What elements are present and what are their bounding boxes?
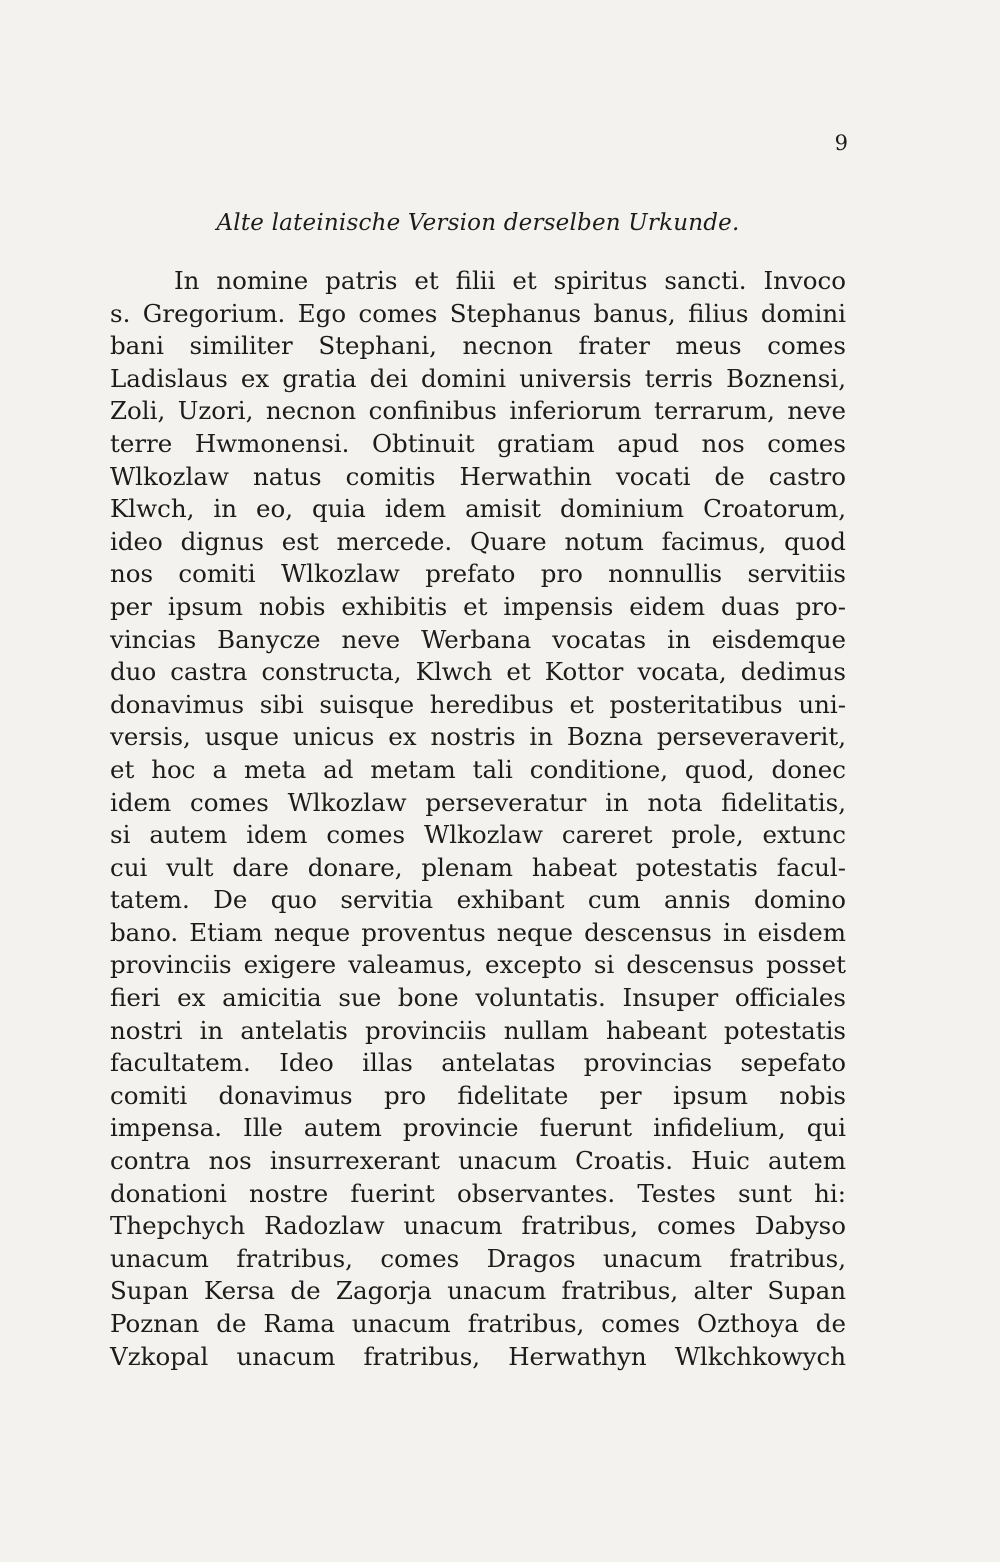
text-line: terre Hwmonensi. Obtinuit gratiam apud nos comes [110,428,846,458]
text-line: nostri in antelatis provinciis nullam habeant potestatis [110,1015,846,1045]
text-line: versis, usque unicus ex nostris in Bozna perseveraverit, [110,722,846,752]
text-line: contra nos insurrexerant unacum Croatis. Huic autem [110,1146,846,1176]
text-line: fieri ex amicitia sue bone voluntatis. Insuper officiales [110,983,846,1013]
text-line: cui vult dare donare, plenam habeat potestatis facul- [110,852,846,882]
page-number: 9 [834,131,848,155]
text-line: Zoli, Uzori, necnon confinibus inferiorum terrarum, neve [110,396,846,426]
text-line: Wlkozlaw natus comitis Herwathin vocati de castro [110,461,846,491]
text-line: Thepchych Radozlaw unacum fratribus, comes Dabyso [110,1211,846,1241]
text-line: tatem. De quo servitia exhibant cum annis domino [110,885,846,915]
text-line: facultatem. Ideo illas antelatas provincias sepefato [110,1048,846,1078]
text-line: In nomine patris et filii et spiritus sancti. Invoco [174,266,846,295]
text-line: unacum fratribus, comes Dragos unacum fratribus, [110,1243,846,1273]
body-text [110,265,846,1373]
text-line: Poznan de Rama unacum fratribus, comes Ozthoya de [110,1309,846,1338]
text-line: bano. Etiam neque proventus neque descensus in eisdem [110,917,846,947]
text-line: per ipsum nobis exhibitis et impensis eidem duas pro- [110,591,846,621]
text-line: Ladislaus ex gratia dei domini universis terris Boznensi, [110,363,846,393]
text-line: provinciis exigere valeamus, excepto si descensus posset [110,950,846,980]
text-line: vincias Banycze neve Werbana vocatas in eisdemque [110,624,846,654]
text-line: Klwch, in eo, quia idem amisit dominium Croatorum, [110,494,846,524]
text-line: impensa. Ille autem provincie fuerunt infidelium, qui [110,1113,846,1143]
text-line: s. Gregorium. Ego comes Stephanus banus, filius domini [110,298,846,328]
text-line: Supan Kersa de Zagorja unacum fratribus, alter Supan [110,1276,846,1306]
text-line: comiti donavimus pro fidelitate per ipsum nobis [110,1080,846,1110]
text-line: donationi nostre fuerint observantes. Testes sunt hi: [110,1178,846,1208]
text-line: donavimus sibi suisque heredibus et posteritatibus uni- [110,689,846,719]
text-line: Vzkopal unacum fratribus, Herwathyn Wlkchkowych [110,1341,846,1371]
text-line: ideo dignus est mercede. Quare notum facimus, quod [110,526,846,556]
section-heading: Alte lateinische Version derselben Urkunde. [216,210,740,236]
text-line: nos comiti Wlkozlaw prefato pro nonnullis servitiis [110,559,846,589]
text-line: bani similiter Stephani, necnon frater meus comes [110,331,846,361]
text-line: idem comes Wlkozlaw perseveratur in nota fidelitatis, [110,787,846,817]
text-line: et hoc a meta ad metam tali conditione, quod, donec [110,754,846,784]
text-line: duo castra constructa, Klwch et Kottor vocata, dedimus [110,657,846,687]
text-line: si autem idem comes Wlkozlaw careret prole, extunc [110,820,846,850]
